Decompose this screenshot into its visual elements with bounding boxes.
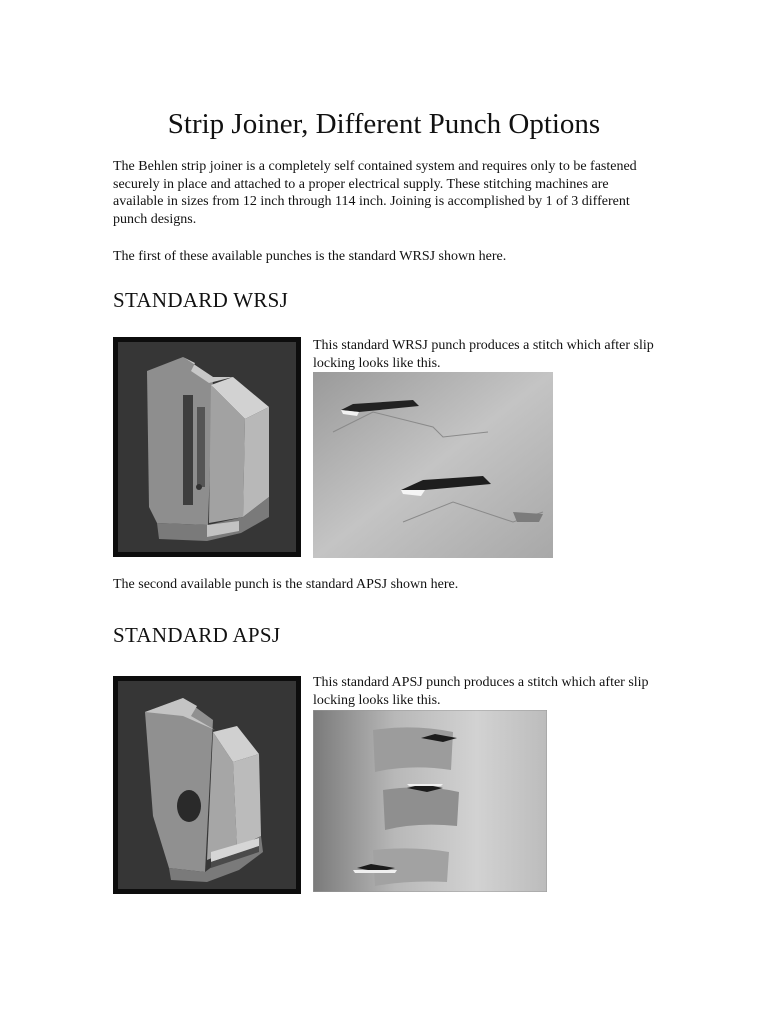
first-punch-paragraph: The first of these available punches is the standard WRSJ shown here.	[113, 249, 507, 264]
caption-wrsj: This standard WRSJ punch produces a stitch which after slip locking looks like this.	[313, 338, 654, 371]
apsj-punch-photo	[113, 676, 301, 894]
section-heading-apsj: STANDARD APSJ	[113, 623, 281, 647]
section-heading-wrsj: STANDARD WRSJ	[113, 288, 289, 312]
caption-apsj: This standard APSJ punch produces a stitch which after slip locking looks like this.	[313, 675, 649, 708]
wrsj-punch-photo	[113, 337, 301, 557]
second-punch-paragraph: The second available punch is the standard APSJ shown here.	[113, 577, 459, 592]
intro-paragraph: The Behlen strip joiner is a completely self contained system and requires only to be fastened securely in place and attached to a proper electrical supply. These stitching machines are available in sizes from 12 inch through 114 inch. Joining is accomplished by 1 of 3 different punch designs.	[113, 159, 637, 227]
wrsj-stitch-photo	[313, 372, 553, 558]
apsj-stitch-photo	[313, 710, 547, 892]
page-title: Strip Joiner, Different Punch Options	[167, 108, 601, 140]
